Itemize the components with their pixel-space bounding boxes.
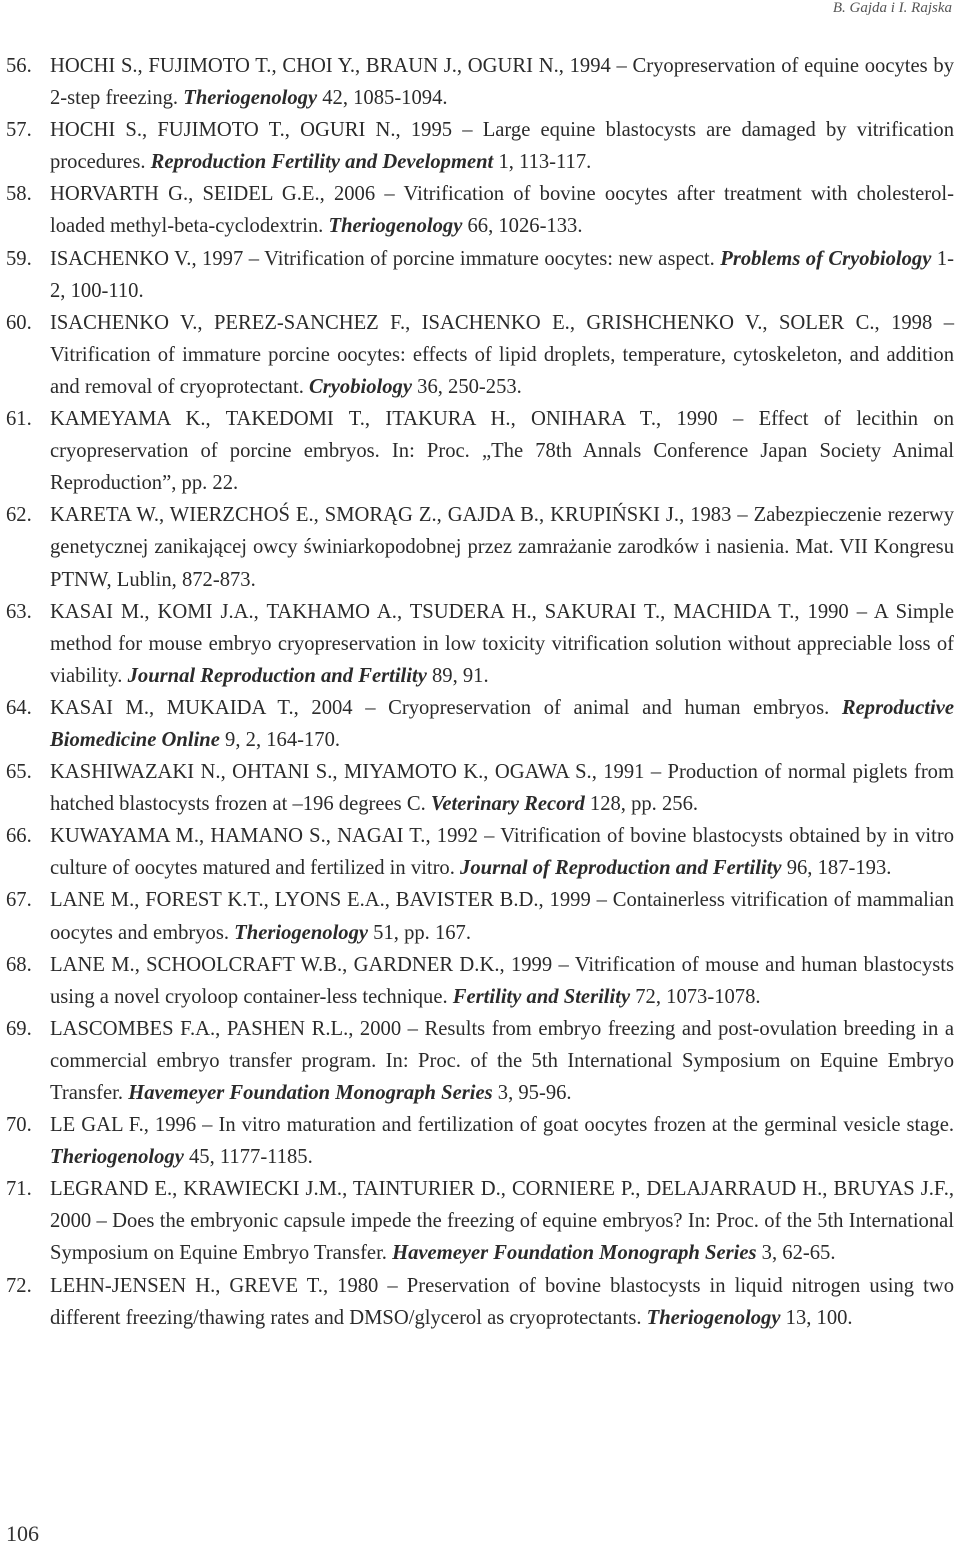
reference-text — [50, 114, 954, 178]
reference-number: 58. — [6, 183, 32, 206]
reference-journal: Journal of Reproduction and Fertility — [460, 857, 782, 880]
reference-volume-pages: 96, 187-193. — [781, 857, 892, 880]
reference-journal: Theriogenology — [50, 1146, 184, 1169]
reference-citation: LE GAL F., 1996 – In vitro maturation and fertilization of goat oocytes frozen at the germinal vesicle stage. — [50, 1114, 954, 1137]
reference-citation: LANE M., FOREST K.T., LYONS E.A., BAVISTER B.D., 1999 – Containerless vitrification of mammalian oocytes and embryos. — [50, 889, 954, 944]
reference-number: 72. — [6, 1274, 32, 1297]
reference-item — [6, 692, 954, 756]
reference-journal: Theriogenology — [328, 215, 463, 238]
reference-volume-pages: 3, 95-96. — [492, 1082, 572, 1104]
reference-item — [6, 50, 954, 114]
reference-citation: LEGRAND E., KRAWIECKI J.M., TAINTURIER D., CORNIERE P., DELAJARRAUD H., BRUYAS J.F., 2000 – Does the embryonic capsule impede the freezing of equine embryos? In: Proc. of the 5th International Symposium on Equine Embryo Transfer. — [50, 1178, 954, 1265]
reference-citation: KASAI M., KOMI J.A., TAKHAMO A., TSUDERA H., SAKURAI T., MACHIDA T., 1990 – A Simple method for mouse embryo cryopreservation in low toxicity vitrification solution without appreciable loss of viability. — [50, 600, 954, 687]
reference-item — [6, 1109, 954, 1173]
reference-citation: KARETA W., WIERZCHOŚ E., SMORĄG Z., GAJDA B., KRUPIŃSKI J., 1983 – Zabezpieczenie rezerwy genetycznej zanikającej owcy świniarkopodobnej przez zamrażanie zarodków i nasienia. Mat. VII Kongresu PTNW, Lublin, 872-873. — [50, 504, 954, 591]
reference-number: 67. — [6, 889, 32, 912]
reference-text — [50, 756, 954, 820]
running-header: B. Gajda i I. Rajska — [832, 0, 952, 16]
reference-number: 69. — [6, 1017, 32, 1040]
reference-number: 56. — [6, 55, 32, 77]
reference-item — [6, 884, 954, 948]
reference-item — [6, 949, 954, 1013]
reference-number: 59. — [6, 247, 32, 270]
reference-item — [6, 820, 954, 884]
reference-journal: Journal Reproduction and Fertility — [127, 664, 427, 687]
reference-volume-pages: 51, pp. 167. — [368, 921, 471, 944]
reference-number: 65. — [6, 761, 32, 784]
reference-journal: Theriogenology — [183, 87, 318, 110]
reference-citation: KUWAYAMA M., HAMANO S., NAGAI T., 1992 – Vitrification of bovine blastocysts obtained by in vitro culture of oocytes matured and fertilized in vitro. — [50, 825, 954, 880]
reference-citation: HOCHI S., FUJIMOTO T., CHOI Y., BRAUN J., OGURI N., 1994 – Cryopreservation of equine oocytes by 2-step freezing. — [50, 55, 954, 110]
reference-journal: Reproduction Fertility and Development — [150, 151, 494, 174]
reference-journal: Havemeyer Foundation Monograph Series — [128, 1082, 493, 1104]
reference-citation: HOCHI S., FUJIMOTO T., OGURI N., 1995 – Large equine blastocysts are damaged by vitrification procedures. — [50, 119, 954, 174]
reference-text — [50, 884, 954, 948]
reference-volume-pages: 1-2, 100-110. — [50, 247, 954, 302]
reference-item — [6, 403, 954, 499]
reference-citation: ISACHENKO V., 1997 – Vitrification of porcine immature oocytes: new aspect. — [50, 247, 721, 270]
reference-journal: Reproductive Biomedicine Online — [50, 696, 954, 751]
reference-journal: Cryobiology — [309, 375, 412, 398]
reference-text — [50, 50, 954, 114]
reference-number: 63. — [6, 600, 32, 623]
reference-journal: Theriogenology — [234, 921, 369, 944]
reference-text — [50, 307, 954, 403]
reference-volume-pages: 42, 1085-1094. — [317, 87, 448, 110]
reference-text — [50, 692, 954, 756]
reference-item — [6, 114, 954, 178]
reference-number: 60. — [6, 311, 32, 334]
reference-number: 64. — [6, 696, 32, 719]
reference-text — [50, 178, 954, 242]
reference-text — [50, 949, 954, 1013]
reference-citation: KASAI M., MUKAIDA T., 2004 – Cryopreservation of animal and human embryos. — [50, 696, 842, 719]
reference-volume-pages: 128, pp. 256. — [584, 793, 699, 816]
reference-journal: Veterinary Record — [430, 793, 585, 816]
reference-volume-pages: 72, 1073-1078. — [630, 985, 761, 1008]
reference-text — [50, 499, 954, 595]
reference-text — [50, 1109, 954, 1173]
reference-volume-pages: 1, 113-117. — [493, 151, 592, 174]
reference-citation: HORVARTH G., SEIDEL G.E., 2006 – Vitrification of bovine oocytes after treatment with cholesterol-loaded methyl-beta-cyclodextrin. — [50, 183, 954, 238]
reference-volume-pages: 89, 91. — [426, 664, 489, 687]
reference-journal: Problems of Cryobiology — [720, 247, 932, 270]
reference-item — [6, 307, 954, 403]
reference-volume-pages: 36, 250-253. — [412, 375, 522, 398]
reference-citation: KAMEYAMA K., TAKEDOMI T., ITAKURA H., ONIHARA T., 1990 – Effect of lecithin on cryopreservation of porcine embryos. In: Proc. „The 78th Annals Conference Japan Society Animal Reproduction”, pp. 22. — [50, 408, 954, 495]
page-number: 106 — [6, 1521, 39, 1546]
reference-citation: LANE M., SCHOOLCRAFT W.B., GARDNER D.K., 1999 – Vitrification of mouse and human blastocysts using a novel cryoloop container-less technique. — [50, 953, 954, 1008]
reference-number: 57. — [6, 119, 32, 142]
reference-volume-pages: 45, 1177-1185. — [183, 1146, 313, 1169]
reference-text — [50, 1013, 954, 1109]
reference-text — [50, 403, 954, 499]
reference-citation: LEHN-JENSEN H., GREVE T., 1980 – Preservation of bovine blastocysts in liquid nitrogen using two different freezing/thawing rates and DMSO/glycerol as cryoprotectants. — [50, 1274, 954, 1329]
reference-list — [6, 50, 954, 1334]
reference-number: 70. — [6, 1114, 32, 1137]
reference-number: 62. — [6, 504, 32, 527]
reference-volume-pages: 3, 62-65. — [756, 1242, 836, 1265]
reference-citation: LASCOMBES F.A., PASHEN R.L., 2000 – Results from embryo freezing and post-ovulation breeding in a commercial embryo transfer program. In: Proc. of the 5th International Symposium on Equine Embryo Transfer. — [50, 1017, 954, 1104]
reference-item — [6, 756, 954, 820]
reference-number: 66. — [6, 825, 32, 848]
reference-volume-pages: 66, 1026-133. — [462, 215, 583, 238]
reference-item — [6, 1013, 954, 1109]
reference-text — [50, 1173, 954, 1269]
reference-volume-pages: 9, 2, 164-170. — [219, 728, 341, 751]
reference-text — [50, 243, 954, 307]
reference-number: 68. — [6, 953, 32, 976]
reference-journal: Theriogenology — [646, 1306, 781, 1329]
reference-item — [6, 1173, 954, 1269]
reference-text — [50, 820, 954, 884]
reference-item — [6, 1270, 954, 1334]
reference-text — [50, 1270, 954, 1334]
reference-number: 71. — [6, 1178, 32, 1201]
reference-number: 61. — [6, 408, 32, 431]
reference-journal: Fertility and Sterility — [452, 985, 631, 1008]
reference-item — [6, 243, 954, 307]
reference-item — [6, 178, 954, 242]
reference-item — [6, 596, 954, 692]
reference-volume-pages: 13, 100. — [780, 1306, 853, 1329]
reference-citation: KASHIWAZAKI N., OHTANI S., MIYAMOTO K., OGAWA S., 1991 – Production of normal piglets from hatched blastocysts frozen at –196 degrees C. — [50, 761, 954, 816]
reference-journal: Havemeyer Foundation Monograph Series — [392, 1242, 757, 1265]
reference-item — [6, 499, 954, 595]
reference-text — [50, 596, 954, 692]
reference-citation: ISACHENKO V., PEREZ-SANCHEZ F., ISACHENKO E., GRISHCHENKO V., SOLER C., 1998 – Vitrification of immature porcine oocytes: effects of lipid droplets, temperature, cytoskeleton, and addition and removal of cryoprotectant. — [50, 311, 954, 398]
